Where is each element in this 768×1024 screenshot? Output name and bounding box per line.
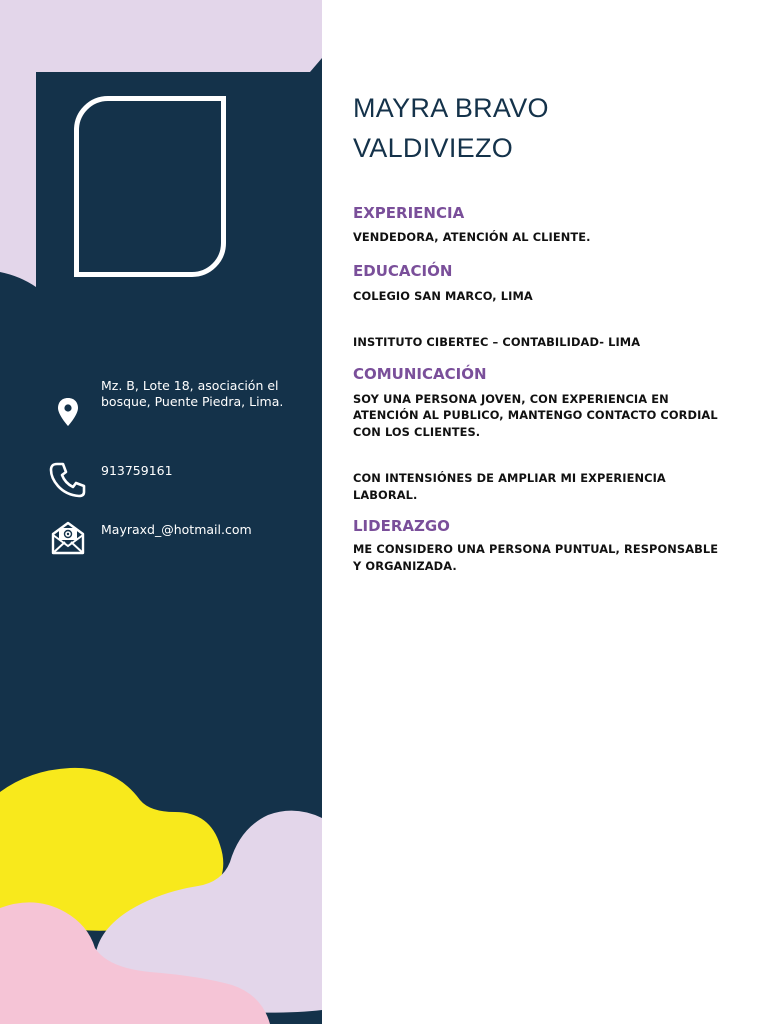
envelope-icon — [48, 520, 88, 560]
phone-text[interactable]: 913759161 — [101, 463, 173, 478]
educacion-item: INSTITUTO CIBERTEC – CONTABILIDAD- LIMA — [353, 335, 641, 349]
photo-placeholder[interactable] — [74, 96, 226, 277]
sidebar — [0, 0, 322, 1024]
address-line1: Mz. B, Lote 18, asociación el — [101, 378, 279, 393]
section-title-comunicacion: COMUNICACIÓN — [353, 364, 487, 383]
experiencia-item: VENDEDORA, ATENCIÓN AL CLIENTE. — [353, 230, 591, 244]
comunicacion-item: CON INTENSIÓNES DE AMPLIAR MI EXPERIENCIA LABORAL. — [353, 471, 666, 502]
phone-icon — [48, 461, 88, 501]
section-title-experiencia: EXPERIENCIA — [353, 204, 465, 222]
section-title-educacion: EDUCACIÓN — [353, 261, 453, 280]
comunicacion-item: SOY UNA PERSONA JOVEN, CON EXPERIENCIA EN ATENCIÓN AL PUBLICO, MANTENGO CONTACTO CORDIAL CON LOS CLIENTES. — [353, 391, 718, 439]
liderazgo-item: ME CONSIDERO UNA PERSONA PUNTUAL, RESPONSABLE Y ORGANIZADA. — [353, 542, 719, 573]
location-pin-icon — [48, 396, 88, 436]
name-line2: VALDIVIEZO — [353, 133, 514, 163]
section-title-liderazgo: LIDERAZGO — [353, 517, 450, 535]
address-line2: bosque, Puente Piedra, Lima. — [101, 394, 284, 409]
name-line1: MAYRA BRAVO — [353, 93, 549, 123]
main-content — [353, 88, 723, 574]
educacion-item: COLEGIO SAN MARCO, LIMA — [353, 288, 533, 303]
address-text — [101, 378, 291, 410]
email-text[interactable]: Mayraxd_@hotmail.com — [101, 522, 252, 537]
full-name — [353, 88, 723, 168]
